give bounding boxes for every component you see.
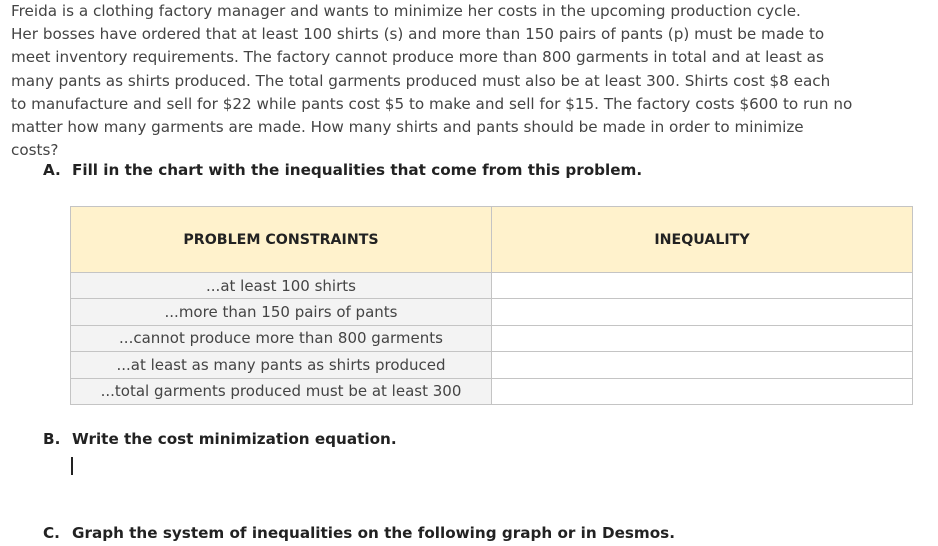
problem-line: meet inventory requirements. The factory cannot produce more than 800 garments in total and at least as <box>11 48 824 67</box>
question-a-label: A. <box>43 161 61 179</box>
problem-line: Freida is a clothing factory manager and wants to minimize her costs in the upcoming production cycle. <box>11 2 801 20</box>
problem-line: costs? <box>11 141 59 160</box>
question-c <box>43 524 675 542</box>
inequality-cell[interactable] <box>492 325 913 351</box>
inequality-cell[interactable] <box>492 352 913 378</box>
problem-text <box>11 0 931 162</box>
constraint-cell: ...at least 100 shirts <box>71 273 492 299</box>
question-a <box>43 161 642 179</box>
table-header-row <box>71 207 913 273</box>
question-c-label: C. <box>43 524 60 542</box>
constraint-cell: ...total garments produced must be at least 300 <box>71 378 492 404</box>
inequality-cell[interactable] <box>492 378 913 404</box>
question-b <box>43 430 397 448</box>
constraints-table <box>70 206 913 405</box>
table-row <box>71 299 913 325</box>
problem-line: matter how many garments are made. How many shirts and pants should be made in order to minimize <box>11 118 804 137</box>
problem-line: Her bosses have ordered that at least 100 shirts (s) and more than 150 pairs of pants (p) must be made to <box>11 25 825 44</box>
table-row <box>71 378 913 404</box>
inequality-cell[interactable] <box>492 273 913 299</box>
text-cursor[interactable] <box>71 457 73 475</box>
constraint-cell: ...at least as many pants as shirts produced <box>71 352 492 378</box>
inequality-cell[interactable] <box>492 299 913 325</box>
constraint-cell: ...more than 150 pairs of pants <box>71 299 492 325</box>
problem-line: to manufacture and sell for $22 while pants cost $5 to make and sell for $15. The factory costs $600 to run no <box>11 94 853 113</box>
question-b-label: B. <box>43 430 61 448</box>
table-row <box>71 325 913 351</box>
question-c-text: Graph the system of inequalities on the following graph or in Desmos. <box>72 524 675 542</box>
constraint-cell: ...cannot produce more than 800 garments <box>71 325 492 351</box>
question-a-text: Fill in the chart with the inequalities that come from this problem. <box>72 161 643 179</box>
problem-line: many pants as shirts produced. The total garments produced must also be at least 300. Shirts cost $8 each <box>11 71 831 90</box>
table-row <box>71 352 913 378</box>
header-inequality: INEQUALITY <box>492 207 913 273</box>
table-row <box>71 273 913 299</box>
header-problem-constraints: PROBLEM CONSTRAINTS <box>71 207 492 273</box>
question-b-text: Write the cost minimization equation. <box>72 430 397 448</box>
